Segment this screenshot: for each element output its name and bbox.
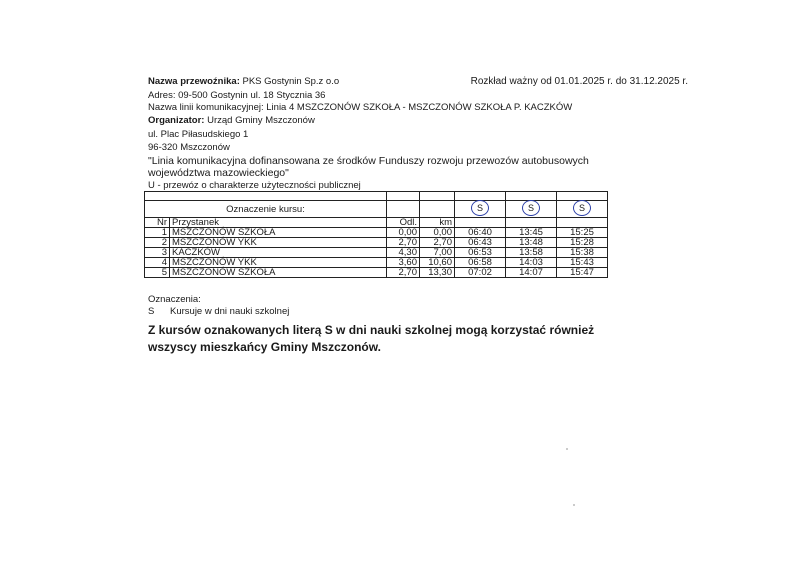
row-nr: 3 bbox=[145, 248, 170, 258]
course-symbol-1 bbox=[455, 201, 506, 218]
row-time-1: 07:02 bbox=[455, 268, 506, 278]
course-label: Oznaczenie kursu: bbox=[145, 201, 387, 218]
scan-speck bbox=[573, 504, 575, 506]
legend-description: Kursuje w dni nauki szkolnej bbox=[170, 306, 290, 317]
row-time-2: 13:48 bbox=[506, 238, 557, 248]
col-km-header: km bbox=[420, 218, 455, 228]
row-odl: 3,60 bbox=[387, 258, 420, 268]
timetable bbox=[144, 191, 608, 278]
row-nr: 5 bbox=[145, 268, 170, 278]
validity-text: Rozkład ważny od 01.01.2025 r. do 31.12.2025 r. bbox=[470, 76, 688, 87]
row-nr: 2 bbox=[145, 238, 170, 248]
row-time-2: 13:58 bbox=[506, 248, 557, 258]
public-service-note: U - przewóz o charakterze użyteczności publicznej bbox=[148, 180, 361, 191]
organizer-value: Urząd Gminy Mszczonów bbox=[207, 115, 315, 126]
row-odl: 2,70 bbox=[387, 268, 420, 278]
row-time-2: 14:03 bbox=[506, 258, 557, 268]
course-symbol-circle: S bbox=[471, 200, 489, 216]
course-symbol-2 bbox=[506, 201, 557, 218]
row-km: 10,60 bbox=[420, 258, 455, 268]
organizer-city: 96-320 Mszczonów bbox=[148, 142, 230, 153]
row-time-3: 15:47 bbox=[557, 268, 608, 278]
col-stop-header: Przystanek bbox=[170, 218, 387, 228]
row-stop: MSZCZONÓW SZKOŁA bbox=[170, 228, 387, 238]
row-time-3: 15:38 bbox=[557, 248, 608, 258]
timetable-spacer-row bbox=[145, 192, 608, 201]
row-km: 0,00 bbox=[420, 228, 455, 238]
row-time-2: 13:45 bbox=[506, 228, 557, 238]
line-name: Nazwa linii komunikacyjnej: Linia 4 MSZCZONÓW SZKOŁA - MSZCZONÓW SZKOŁA P. KACZKÓW bbox=[148, 102, 573, 113]
col-odl-header: Odl. bbox=[387, 218, 420, 228]
row-km: 2,70 bbox=[420, 238, 455, 248]
row-time-1: 06:40 bbox=[455, 228, 506, 238]
funding-line-1: "Linia komunikacyjna dofinansowana ze środków Funduszy rozwoju przewozów autobusowych bbox=[148, 155, 589, 167]
organizer-label: Organizator: bbox=[148, 115, 205, 126]
organizer-street: ul. Plac Piłasudskiego 1 bbox=[148, 129, 249, 140]
carrier-address: Adres: 09-500 Gostynin ul. 18 Stycznia 36 bbox=[148, 90, 326, 101]
carrier-line bbox=[148, 76, 339, 87]
table-row bbox=[145, 228, 608, 238]
table-row bbox=[145, 268, 608, 278]
row-time-1: 06:58 bbox=[455, 258, 506, 268]
row-stop: MSZCZONÓW SZKOŁA bbox=[170, 268, 387, 278]
row-stop: KACZKÓW bbox=[170, 248, 387, 258]
scan-speck bbox=[566, 448, 568, 450]
school-days-note: Z kursów oznakowanych literą S w dni nauki szkolnej mogą korzystać również wszyscy mieszkańcy Gminy Mszczonów. bbox=[148, 323, 595, 354]
row-km: 13,30 bbox=[420, 268, 455, 278]
timetable-course-row bbox=[145, 201, 608, 218]
row-time-1: 06:43 bbox=[455, 238, 506, 248]
row-stop: MSZCZONÓW YKK bbox=[170, 258, 387, 268]
row-odl: 2,70 bbox=[387, 238, 420, 248]
row-nr: 1 bbox=[145, 228, 170, 238]
row-time-3: 15:43 bbox=[557, 258, 608, 268]
course-symbol-circle: S bbox=[573, 200, 591, 216]
row-stop: MSZCZONÓW YKK bbox=[170, 238, 387, 248]
carrier-label: Nazwa przewoźnika: bbox=[148, 76, 240, 87]
table-row bbox=[145, 248, 608, 258]
row-time-1: 06:53 bbox=[455, 248, 506, 258]
row-time-3: 15:28 bbox=[557, 238, 608, 248]
funding-line-2: województwa mazowieckiego" bbox=[148, 167, 289, 179]
row-time-3: 15:25 bbox=[557, 228, 608, 238]
legend-symbol: S bbox=[148, 306, 155, 317]
row-nr: 4 bbox=[145, 258, 170, 268]
row-odl: 4,30 bbox=[387, 248, 420, 258]
row-odl: 0,00 bbox=[387, 228, 420, 238]
organizer-line bbox=[148, 115, 315, 126]
legend-title: Oznaczenia: bbox=[148, 294, 201, 305]
timetable-header-row bbox=[145, 218, 608, 228]
course-symbol-3 bbox=[557, 201, 608, 218]
row-km: 7,00 bbox=[420, 248, 455, 258]
carrier-value: PKS Gostynin Sp.z o.o bbox=[242, 76, 340, 87]
row-time-2: 14:07 bbox=[506, 268, 557, 278]
col-nr-header: Nr bbox=[145, 218, 170, 228]
course-symbol-circle: S bbox=[522, 200, 540, 216]
table-row bbox=[145, 238, 608, 248]
table-row bbox=[145, 258, 608, 268]
